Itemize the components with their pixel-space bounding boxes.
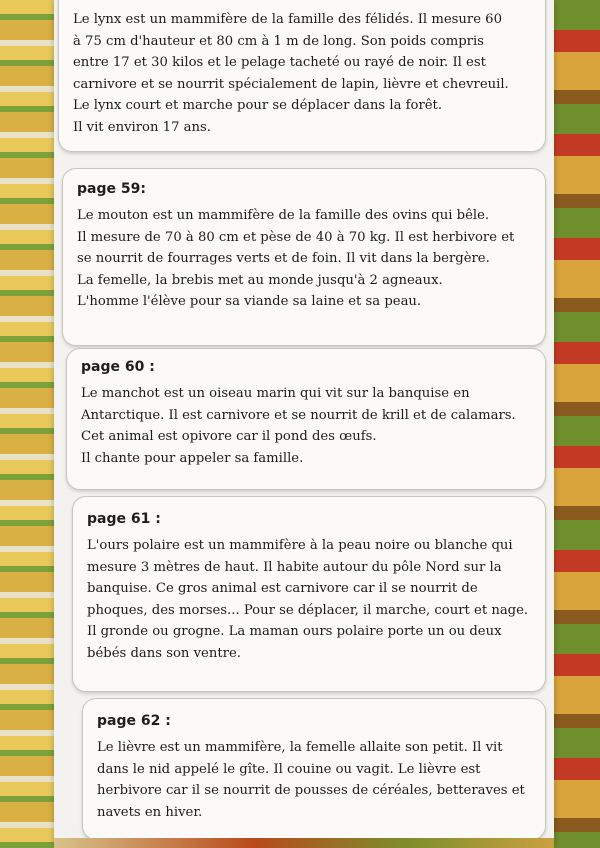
lynx-line-5: Le lynx court et marche pour se déplacer dans la forêt. — [73, 98, 443, 113]
section-page-60 — [66, 348, 546, 490]
lynx-line-1: Le lynx est un mammifère de la famille des félidés. Il mesure 60 — [73, 12, 502, 27]
bottom-decorative-border — [54, 838, 554, 848]
section-heading: page 60 : — [81, 359, 155, 375]
ours-line-1: L'ours polaire est un mammifère à la peau noire ou blanche qui — [87, 538, 513, 553]
section-heading: page 61 : — [87, 511, 161, 527]
lievre-line-1: Le lièvre est un mammifère, la femelle allaite son petit. Il vit — [97, 740, 503, 755]
mouton-line-1: Le mouton est un mammifère de la famille des ovins qui bêle. — [77, 208, 490, 223]
ours-line-6: bébés dans son ventre. — [87, 645, 241, 661]
manchot-line-1: Le manchot est un oiseau marin qui vit sur la banquise en — [81, 386, 470, 401]
lievre-line-2: dans le nid appelé le gîte. Il couine ou vagit. Le lièvre est — [97, 761, 481, 777]
manchot-line-3: Cet animal est opivore car il pond des œufs. — [81, 429, 377, 444]
section-page-61 — [72, 496, 546, 692]
manchot-line-2: Antarctique. Il est carnivore et se nourrit de krill et de calamars. — [81, 407, 516, 423]
section-heading: page 62 : — [97, 713, 171, 729]
mouton-line-3: se nourrit de fourrages verts et de foin. Il vit dans la bergère. — [77, 251, 490, 266]
mouton-line-4: La femelle, la brebis met au monde jusqu'à 2 agneaux. — [77, 272, 443, 288]
ours-line-4: phoques, des morses... Pour se déplacer, il marche, court et nage. — [87, 602, 529, 618]
lievre-line-3: herbivore car il se nourrit de pousses de céréales, betteraves et — [97, 783, 525, 798]
left-decorative-strip — [0, 0, 62, 848]
lynx-line-6: Il vit environ 17 ans. — [73, 119, 211, 135]
lynx-line-4: carnivore et se nourrit spécialement de lapin, lièvre et chevreuil. — [73, 76, 509, 92]
manchot-line-4: Il chante pour appeler sa famille. — [81, 450, 304, 466]
lynx-line-3: entre 17 et 30 kilos et le pelage tacheté ou rayé de noir. Il est — [73, 55, 486, 70]
section-heading: page 59: — [77, 181, 146, 197]
mouton-line-5: L'homme l'élève pour sa viande sa laine et sa peau. — [77, 294, 422, 309]
ours-line-5: Il gronde ou grogne. La maman ours polaire porte un ou deux — [87, 624, 502, 639]
section-lynx — [58, 0, 546, 152]
section-page-62 — [82, 698, 546, 840]
ours-line-2: mesure 3 mètres de haut. Il habite autour du pôle Nord sur la — [87, 559, 502, 575]
lynx-line-2: à 75 cm d'hauteur et 80 cm à 1 m de long. Son poids compris — [73, 33, 484, 49]
mouton-line-2: Il mesure de 70 à 80 cm et pèse de 40 à 70 kg. Il est herbivore et — [77, 229, 515, 245]
lievre-line-4: navets en hiver. — [97, 804, 203, 820]
section-page-59 — [62, 168, 546, 346]
ours-line-3: banquise. Ce gros animal est carnivore car il se nourrit de — [87, 581, 478, 596]
